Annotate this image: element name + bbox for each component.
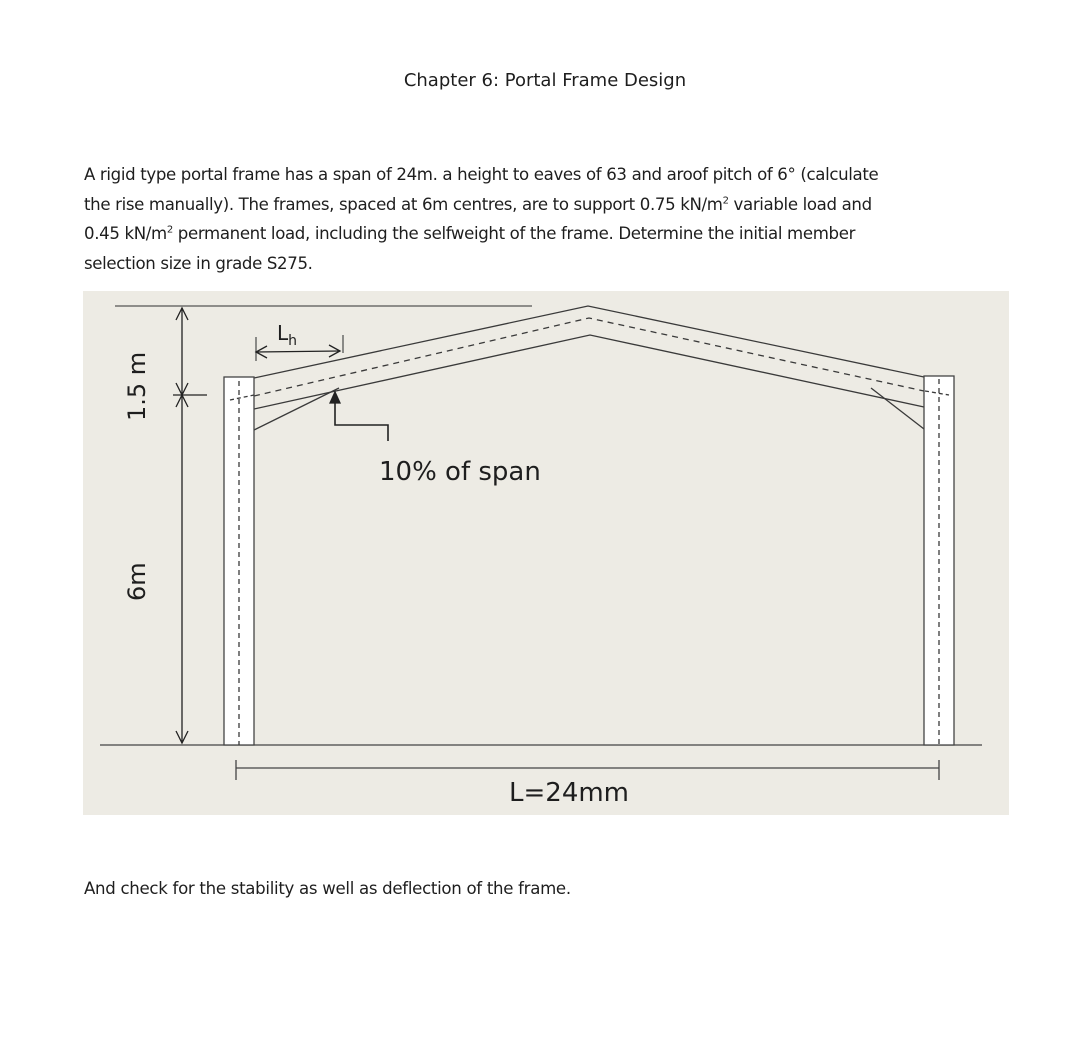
chapter-title: Chapter 6: Portal Frame Design xyxy=(403,70,687,91)
span-label: L=24mm xyxy=(509,778,630,808)
haunch-length-subscript: h xyxy=(288,333,298,349)
superscript: 2 xyxy=(722,194,729,206)
portal-frame-diagram xyxy=(83,291,1009,815)
problem-statement xyxy=(84,160,1004,278)
portal-frame-drawing xyxy=(83,291,1009,815)
superscript: 2 xyxy=(166,224,173,236)
footer-instruction: And check for the stability as well as deflection of the frame. xyxy=(84,879,571,898)
problem-text: variable load and xyxy=(728,194,872,214)
problem-line-2 xyxy=(84,190,1004,220)
haunch-note-label: 10% of span xyxy=(379,457,541,487)
rise-label: 1.5 m xyxy=(123,351,151,421)
problem-text: the rise manually). The frames, spaced at 6m centres, are to support 0.75 kN/m xyxy=(84,194,723,214)
problem-line-1: A rigid type portal frame has a span of 24m. a height to eaves of 63 and aroof pitch of 6° (calculate xyxy=(84,165,879,184)
problem-line-4: selection size in grade S275. xyxy=(84,253,313,273)
haunch-length-symbol: L xyxy=(277,321,289,345)
problem-text: permanent load, including the selfweight of the frame. Determine the initial member xyxy=(172,224,856,243)
problem-line-3 xyxy=(84,219,1004,249)
haunch-length-label xyxy=(277,321,297,349)
eaves-height-label: 6m xyxy=(123,562,151,601)
problem-text: 0.45 kN/m xyxy=(84,224,167,243)
